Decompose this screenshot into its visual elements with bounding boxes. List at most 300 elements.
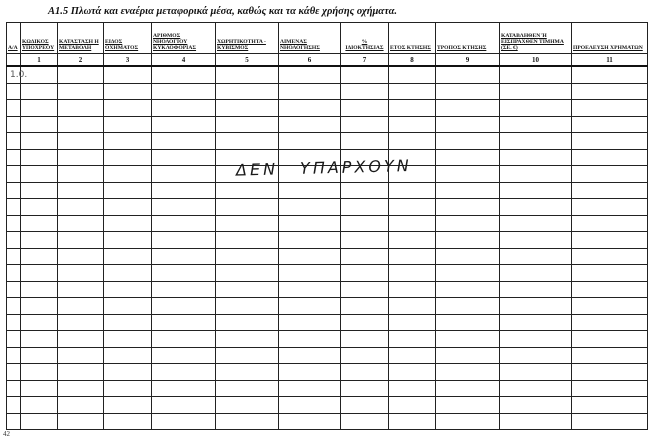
table-cell <box>279 397 341 414</box>
table-cell <box>279 182 341 199</box>
table-cell <box>58 100 104 117</box>
table-cell <box>104 281 152 298</box>
table-cell <box>7 149 21 166</box>
table-cell <box>341 215 389 232</box>
table-cell <box>500 66 572 83</box>
table-cell <box>389 347 436 364</box>
table-cell <box>7 232 21 249</box>
table-cell <box>500 149 572 166</box>
table-cell <box>389 116 436 133</box>
table-cell <box>389 215 436 232</box>
table-row <box>7 83 648 100</box>
table-row <box>7 199 648 216</box>
table-cell <box>21 397 58 414</box>
table-cell <box>216 116 279 133</box>
table-cell <box>389 133 436 150</box>
table-cell <box>7 265 21 282</box>
table-cell <box>436 66 500 83</box>
table-cell <box>436 248 500 265</box>
table-cell <box>58 133 104 150</box>
table-cell <box>58 265 104 282</box>
table-cell <box>500 380 572 397</box>
page-title: Α1.5 Πλωτά και εναέρια μεταφορικά μέσα, καθώς και τα κάθε χρήσης οχήματα. <box>48 6 398 17</box>
column-number <box>7 54 21 67</box>
table-cell <box>104 166 152 183</box>
table-row <box>7 397 648 414</box>
table-cell <box>341 314 389 331</box>
table-body <box>7 66 648 430</box>
table-cell <box>7 116 21 133</box>
column-header: % ΙΔΙΟΚΤΗΣΙΑΣ <box>341 23 389 54</box>
table-cell <box>436 133 500 150</box>
table-cell <box>152 397 216 414</box>
table-cell <box>58 83 104 100</box>
column-number: 7 <box>341 54 389 67</box>
table-cell <box>279 215 341 232</box>
table-cell <box>279 314 341 331</box>
table-cell <box>152 215 216 232</box>
table-cell <box>7 83 21 100</box>
table-cell <box>279 66 341 83</box>
table-cell <box>500 83 572 100</box>
handwritten-word: ΔΕΝ <box>235 159 279 180</box>
table-cell <box>389 413 436 430</box>
table-cell <box>436 166 500 183</box>
table-cell <box>216 265 279 282</box>
table-cell <box>104 397 152 414</box>
table-cell <box>7 133 21 150</box>
table-cell <box>341 331 389 348</box>
table-cell <box>279 248 341 265</box>
table-cell <box>58 149 104 166</box>
table-cell <box>216 215 279 232</box>
table-cell <box>21 182 58 199</box>
table-cell <box>279 133 341 150</box>
table-cell <box>436 232 500 249</box>
table-cell <box>389 331 436 348</box>
table-cell <box>104 116 152 133</box>
table-cell <box>58 413 104 430</box>
table-cell <box>436 215 500 232</box>
table-cell <box>7 182 21 199</box>
table-cell <box>341 265 389 282</box>
table-cell <box>152 314 216 331</box>
table-cell <box>500 413 572 430</box>
table-cell <box>21 347 58 364</box>
table-cell <box>21 265 58 282</box>
table-cell <box>279 380 341 397</box>
table-cell <box>389 281 436 298</box>
table-cell <box>104 215 152 232</box>
table-cell <box>436 314 500 331</box>
table-cell <box>500 182 572 199</box>
table-cell <box>58 66 104 83</box>
column-number: 2 <box>58 54 104 67</box>
table-cell <box>436 265 500 282</box>
table-cell <box>572 347 648 364</box>
table-cell <box>216 347 279 364</box>
table-cell <box>21 83 58 100</box>
table-cell <box>58 116 104 133</box>
table-cell <box>341 199 389 216</box>
table-row <box>7 364 648 381</box>
table-cell <box>341 347 389 364</box>
table-cell <box>152 380 216 397</box>
column-header: ΤΡΟΠΟΣ ΚΤΗΣΗΣ <box>436 23 500 54</box>
column-number: 9 <box>436 54 500 67</box>
table-cell <box>436 100 500 117</box>
table-cell <box>152 199 216 216</box>
table-cell <box>572 413 648 430</box>
column-header: ΕΤΟΣ ΚΤΗΣΗΣ <box>389 23 436 54</box>
table-cell <box>21 314 58 331</box>
table-cell <box>500 232 572 249</box>
column-header: ΧΩΡΗΤΙΚΟΤΗΤΑ - ΚΥΒΙΣΜΟΣ <box>216 23 279 54</box>
table-row <box>7 347 648 364</box>
table-cell <box>152 66 216 83</box>
table-cell <box>500 199 572 216</box>
table-cell <box>500 331 572 348</box>
table-cell <box>104 248 152 265</box>
column-header: ΑΡΙΘΜΟΣ ΝΗΟΛΟΓΙΟΥ ΚΥΚΛΟΦΟΡΙΑΣ <box>152 23 216 54</box>
table-cell <box>572 215 648 232</box>
table-cell <box>104 298 152 315</box>
table-cell <box>389 83 436 100</box>
table-cell <box>58 331 104 348</box>
table-cell <box>500 248 572 265</box>
table-cell <box>7 298 21 315</box>
table-cell <box>572 116 648 133</box>
table-cell <box>7 413 21 430</box>
table-row <box>7 298 648 315</box>
table-cell <box>216 380 279 397</box>
table-cell <box>21 380 58 397</box>
table-cell <box>21 100 58 117</box>
table-cell <box>279 83 341 100</box>
table-cell <box>104 199 152 216</box>
column-number: 5 <box>216 54 279 67</box>
table-cell <box>58 215 104 232</box>
table-cell <box>572 397 648 414</box>
table-cell <box>7 199 21 216</box>
table-row <box>7 100 648 117</box>
column-number: 10 <box>500 54 572 67</box>
table-cell <box>572 331 648 348</box>
table-cell <box>500 397 572 414</box>
table-cell <box>21 199 58 216</box>
table-row <box>7 380 648 397</box>
table-cell <box>500 265 572 282</box>
table-cell <box>436 331 500 348</box>
table-cell <box>21 116 58 133</box>
table-cell <box>58 380 104 397</box>
table-row <box>7 232 648 249</box>
table-cell <box>572 182 648 199</box>
table-cell <box>216 364 279 381</box>
column-number: 11 <box>572 54 648 67</box>
table-cell <box>216 83 279 100</box>
table-cell <box>389 66 436 83</box>
column-number: 1 <box>21 54 58 67</box>
column-number-row <box>7 54 648 67</box>
table-cell <box>389 199 436 216</box>
table-cell <box>389 248 436 265</box>
table-cell <box>436 199 500 216</box>
table-cell <box>7 314 21 331</box>
table-cell <box>152 232 216 249</box>
table-cell <box>216 314 279 331</box>
table-cell <box>341 66 389 83</box>
table-cell <box>104 100 152 117</box>
table-cell <box>58 347 104 364</box>
table-cell <box>104 314 152 331</box>
table-cell <box>21 248 58 265</box>
table-cell <box>104 380 152 397</box>
table-cell <box>500 133 572 150</box>
table-cell <box>341 364 389 381</box>
table-row <box>7 116 648 133</box>
table-cell <box>58 182 104 199</box>
table-cell <box>104 66 152 83</box>
table-cell <box>500 298 572 315</box>
table-row <box>7 331 648 348</box>
table-cell <box>21 364 58 381</box>
table-cell <box>572 232 648 249</box>
column-header: ΕΙΔΟΣ ΟΧΗΜΑΤΟΣ <box>104 23 152 54</box>
table-cell <box>389 298 436 315</box>
column-number: 4 <box>152 54 216 67</box>
handwritten-word: ΥΠΑΡΧΟΥΝ <box>299 155 412 178</box>
column-header: ΛΙΜΕΝΑΣ ΝΗΟΛΟΓΗΣΗΣ <box>279 23 341 54</box>
header-row <box>7 23 648 54</box>
table-cell <box>279 265 341 282</box>
table-cell <box>21 149 58 166</box>
table-cell <box>572 100 648 117</box>
column-header: ΚΩΔΙΚΟΣ ΥΠΟΧΡΕΟΥ <box>21 23 58 54</box>
table-cell <box>21 281 58 298</box>
table-cell <box>58 364 104 381</box>
table-cell <box>152 248 216 265</box>
table-cell <box>389 265 436 282</box>
table-cell <box>104 149 152 166</box>
table-cell <box>152 182 216 199</box>
table-cell <box>341 133 389 150</box>
table-cell <box>7 248 21 265</box>
table-cell <box>341 232 389 249</box>
table-cell <box>216 100 279 117</box>
table-cell <box>7 215 21 232</box>
column-number: 3 <box>104 54 152 67</box>
table-cell <box>104 182 152 199</box>
table-cell <box>389 364 436 381</box>
table-cell <box>152 413 216 430</box>
table-cell <box>341 397 389 414</box>
table-cell <box>341 281 389 298</box>
table-cell <box>152 281 216 298</box>
column-number: 8 <box>389 54 436 67</box>
table-cell <box>7 364 21 381</box>
table-cell <box>500 215 572 232</box>
column-number: 6 <box>279 54 341 67</box>
table-cell <box>216 66 279 83</box>
table-cell <box>21 413 58 430</box>
table-cell <box>152 116 216 133</box>
table-cell <box>21 298 58 315</box>
table-cell <box>58 298 104 315</box>
table-cell <box>436 364 500 381</box>
table-cell <box>279 331 341 348</box>
table-cell <box>500 166 572 183</box>
table-cell <box>341 116 389 133</box>
table-cell <box>7 100 21 117</box>
table-cell <box>216 133 279 150</box>
table-cell <box>279 232 341 249</box>
table-cell <box>500 100 572 117</box>
table-cell <box>436 149 500 166</box>
table-cell <box>104 347 152 364</box>
table-cell <box>216 248 279 265</box>
table-cell <box>572 298 648 315</box>
table-cell <box>341 380 389 397</box>
table-cell <box>7 380 21 397</box>
table-cell <box>104 413 152 430</box>
table-cell <box>7 281 21 298</box>
table-cell <box>389 182 436 199</box>
table-cell <box>436 397 500 414</box>
table-row <box>7 314 648 331</box>
table-row <box>7 66 648 83</box>
table-cell <box>216 331 279 348</box>
table-cell <box>341 298 389 315</box>
table-cell <box>104 133 152 150</box>
table-cell <box>279 413 341 430</box>
table-cell <box>216 298 279 315</box>
table-cell <box>279 347 341 364</box>
table-cell <box>572 281 648 298</box>
table-cell <box>104 83 152 100</box>
table-cell <box>152 166 216 183</box>
table-cell <box>500 347 572 364</box>
table-cell <box>436 182 500 199</box>
table-cell <box>21 166 58 183</box>
table-cell <box>58 232 104 249</box>
table-cell <box>7 166 21 183</box>
table-cell <box>436 347 500 364</box>
table-cell <box>104 232 152 249</box>
table-cell <box>436 413 500 430</box>
assets-table <box>6 22 648 430</box>
table-row <box>7 182 648 199</box>
table-cell <box>279 199 341 216</box>
table-cell <box>572 83 648 100</box>
table-cell <box>152 265 216 282</box>
table-cell <box>58 314 104 331</box>
table-cell <box>279 100 341 117</box>
table-cell <box>389 314 436 331</box>
table-cell <box>500 314 572 331</box>
table-cell <box>152 100 216 117</box>
table-cell <box>104 331 152 348</box>
table-cell <box>389 232 436 249</box>
table-row <box>7 215 648 232</box>
table-cell <box>21 133 58 150</box>
table-cell <box>104 265 152 282</box>
table-cell <box>216 232 279 249</box>
table-cell <box>21 331 58 348</box>
table-cell <box>152 364 216 381</box>
table-cell <box>58 281 104 298</box>
table-cell <box>341 83 389 100</box>
table-row <box>7 281 648 298</box>
column-header: ΚΑΤΑΣΤΑΣΗ Η ΜΕΤΑΒΟΛΗ <box>58 23 104 54</box>
table-cell <box>152 83 216 100</box>
table-cell <box>389 380 436 397</box>
table-cell <box>500 364 572 381</box>
table-cell <box>572 265 648 282</box>
table-cell <box>572 66 648 83</box>
page-number: 42 <box>3 430 10 438</box>
table-cell <box>279 281 341 298</box>
table-cell <box>216 199 279 216</box>
table-cell <box>58 397 104 414</box>
table-cell <box>104 364 152 381</box>
table-cell <box>279 116 341 133</box>
table-cell <box>152 149 216 166</box>
table-row <box>7 413 648 430</box>
table-cell <box>58 166 104 183</box>
table-cell <box>389 397 436 414</box>
table-cell <box>500 116 572 133</box>
table-cell <box>341 182 389 199</box>
table-cell <box>58 199 104 216</box>
table-cell <box>21 232 58 249</box>
table-cell <box>572 314 648 331</box>
table-cell <box>436 298 500 315</box>
table-cell <box>216 413 279 430</box>
table-cell <box>389 100 436 117</box>
table-cell <box>500 281 572 298</box>
table-cell <box>572 199 648 216</box>
table-cell <box>572 380 648 397</box>
table-cell <box>216 281 279 298</box>
table-cell <box>572 364 648 381</box>
table-row <box>7 133 648 150</box>
table-cell <box>279 364 341 381</box>
column-header: Α/Α <box>7 23 21 54</box>
table-cell <box>7 331 21 348</box>
table-cell <box>436 83 500 100</box>
column-header: ΚΑΤΑΒΛΗΘΕΝ Ή ΕΙΣΠΡΑΧΘΕΝ ΤΙΜΗΜΑ (ΣΕ. €) <box>500 23 572 54</box>
table-cell <box>7 397 21 414</box>
table-cell <box>216 397 279 414</box>
table-cell <box>21 215 58 232</box>
table-cell <box>58 248 104 265</box>
table-cell <box>572 149 648 166</box>
table-cell <box>572 166 648 183</box>
table-cell <box>7 347 21 364</box>
table-cell <box>572 133 648 150</box>
column-header: ΠΡΟΕΛΕΥΣΗ ΧΡΗΜΑΤΩΝ <box>572 23 648 54</box>
table-cell <box>341 248 389 265</box>
table-cell <box>341 413 389 430</box>
table-cell <box>152 133 216 150</box>
table-cell <box>436 380 500 397</box>
table-cell <box>279 298 341 315</box>
table-cell <box>341 100 389 117</box>
table-cell <box>216 182 279 199</box>
table-cell <box>436 116 500 133</box>
table-row <box>7 265 648 282</box>
